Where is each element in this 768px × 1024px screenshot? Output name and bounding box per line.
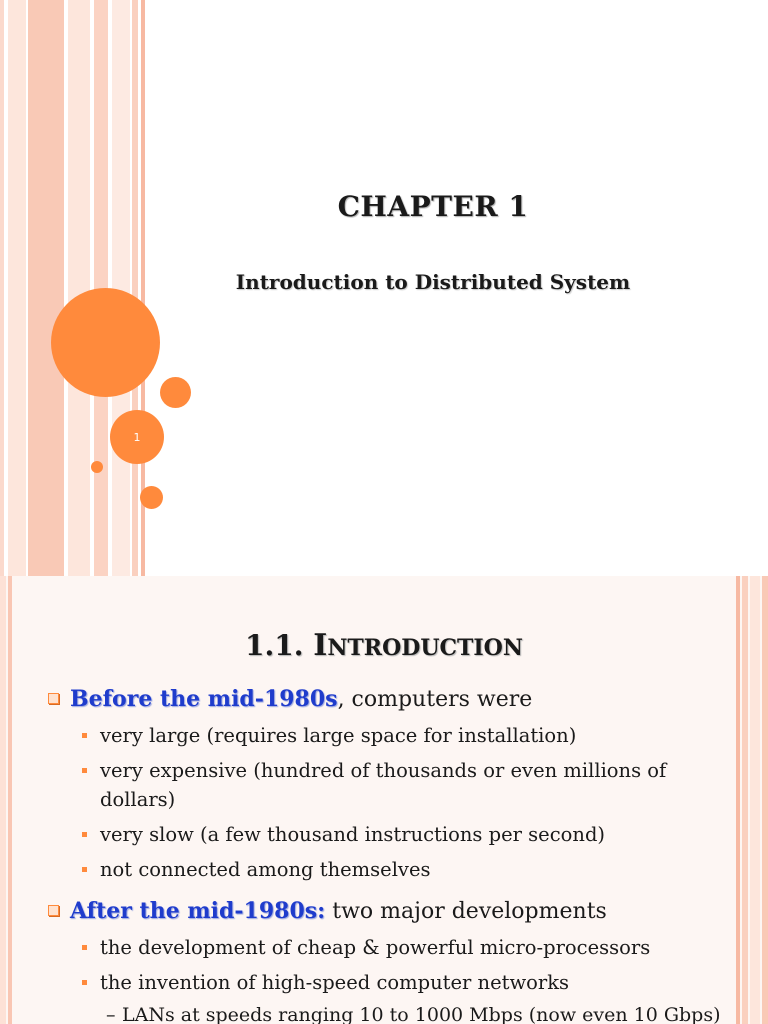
decor-stripe [0, 0, 4, 576]
bullet-text: two major developments [325, 899, 607, 924]
sub-bullet-item [46, 820, 736, 849]
decor-circle-small [140, 486, 163, 509]
bullet-list [46, 684, 736, 1024]
sub-bullet-item [46, 855, 736, 884]
sub-bullet-text: the invention of high-speed computer networks [100, 971, 570, 994]
bullet-item [46, 684, 736, 715]
slide-page-number: 1 [110, 410, 164, 464]
box-bullet-icon [48, 905, 59, 916]
sub-bullet-item [46, 968, 736, 997]
sub-sub-bullet-item [46, 1001, 736, 1024]
decor-stripe [68, 0, 90, 576]
chapter-title: CHAPTER 1 [337, 190, 529, 223]
section-title-initial: I [313, 628, 328, 663]
dash-bullet-icon: – [106, 1004, 116, 1024]
sub-sub-bullet-text: LANs at speeds ranging 10 to 1000 Mbps (now even 10 Gbps) [122, 1004, 721, 1024]
decor-stripe [8, 0, 26, 576]
section-number: 1.1. [245, 629, 314, 662]
square-bullet-icon [82, 980, 87, 985]
sub-bullet-item [46, 721, 736, 750]
decor-circle-large [51, 288, 160, 397]
bullet-text: , computers were [337, 687, 533, 712]
sub-bullet-text: very large (requires large space for installation) [100, 724, 577, 747]
chapter-subtitle: Introduction to Distributed System [235, 270, 631, 294]
sub-bullet-text: not connected among themselves [100, 858, 431, 881]
bullet-item [46, 896, 736, 927]
square-bullet-icon [82, 768, 87, 773]
decor-circle-tiny [91, 461, 103, 473]
square-bullet-icon [82, 832, 87, 837]
square-bullet-icon [82, 945, 87, 950]
square-bullet-icon [82, 867, 87, 872]
decor-stripe [132, 0, 138, 576]
square-bullet-icon [82, 733, 87, 738]
sub-bullet-item [46, 933, 736, 962]
content-slide [0, 576, 768, 1024]
section-title-rest: NTRODUCTION [327, 635, 523, 661]
decor-circle-small [160, 377, 191, 408]
sub-bullet-text: the development of cheap & powerful micro-processors [100, 936, 651, 959]
box-bullet-icon [48, 693, 59, 704]
bullet-highlight: Before the mid-1980s [70, 686, 338, 712]
section-title [0, 628, 768, 663]
decor-stripe [28, 0, 64, 576]
sub-bullet-text: very slow (a few thousand instructions per second) [100, 823, 606, 846]
bullet-highlight: After the mid-1980s: [70, 898, 326, 924]
sub-bullet-text: very expensive (hundred of thousands or even millions of dollars) [100, 759, 667, 811]
sub-bullet-item [46, 756, 736, 814]
